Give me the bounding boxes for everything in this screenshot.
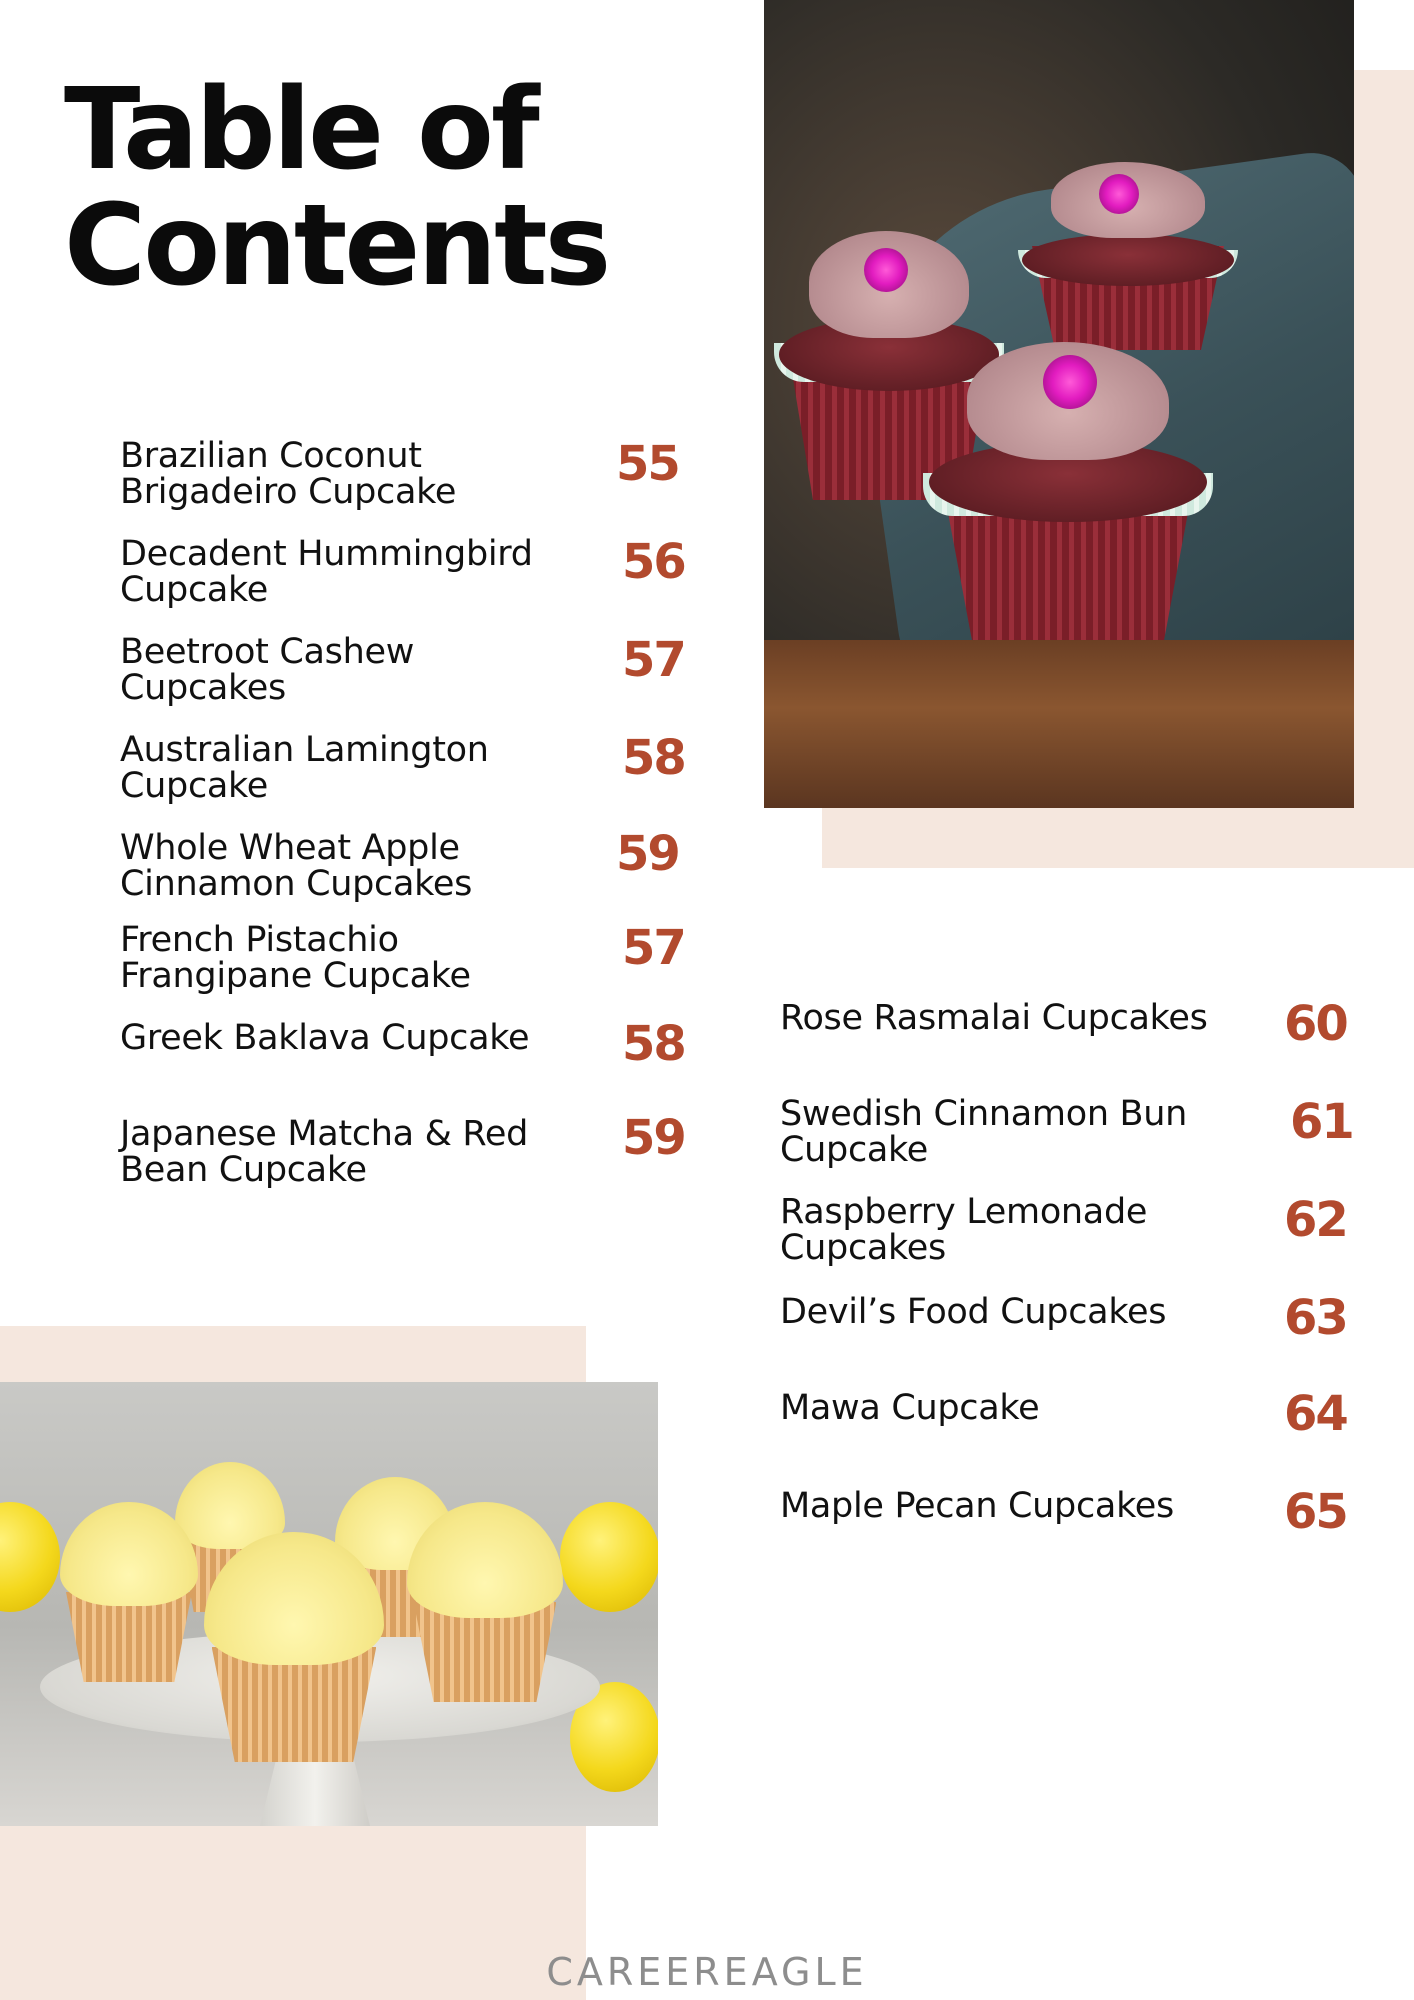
lemon-right (560, 1502, 658, 1612)
toc-entry[interactable] (120, 634, 414, 706)
toc-entry-page: 64 (1284, 1386, 1347, 1442)
toc-entry-title-line: Bean Cupcake (120, 1150, 367, 1190)
toc-entry-page: 59 (622, 1110, 685, 1166)
toc-entry-title-line: Maple Pecan Cupcakes (780, 1486, 1174, 1526)
toc-entry-title-line: Australian Lamington (120, 730, 489, 770)
table-surface (764, 640, 1354, 808)
toc-entry[interactable] (120, 732, 489, 804)
lemon-cupcake (54, 1502, 204, 1682)
toc-entry-title (780, 1488, 1174, 1524)
toc-entry-title-line: Japanese Matcha & Red (120, 1114, 529, 1154)
toc-entry-title-line: Brazilian Coconut (120, 436, 422, 476)
toc-entry-title (120, 1020, 529, 1056)
toc-entry-title (120, 1116, 528, 1188)
toc-entry[interactable] (120, 830, 472, 902)
toc-entry-page: 61 (1290, 1094, 1353, 1150)
toc-entry-title (780, 1294, 1166, 1330)
toc-entry-title-line: Cupcake (780, 1130, 928, 1170)
toc-entry[interactable] (120, 1020, 529, 1056)
toc-entry-page: 58 (622, 1016, 685, 1072)
toc-entry-title (120, 732, 489, 804)
toc-entry[interactable] (120, 536, 533, 608)
toc-entry-title-line: Cinnamon Cupcakes (120, 864, 473, 904)
toc-entry-title-line: Decadent Hummingbird (120, 534, 533, 574)
toc-entry-title (780, 1194, 1147, 1266)
toc-entry[interactable] (780, 1096, 1187, 1168)
toc-entry-title-line: Swedish Cinnamon Bun (780, 1094, 1188, 1134)
toc-entry-title (120, 830, 472, 902)
toc-entry-title-line: Brigadeiro Cupcake (120, 472, 457, 512)
toc-entry-page: 63 (1284, 1290, 1347, 1346)
toc-entry-title-line: Cupcakes (780, 1228, 946, 1268)
lemon-cupcake (400, 1502, 570, 1702)
toc-entry[interactable] (120, 438, 456, 510)
toc-entry-title (120, 438, 456, 510)
toc-entry-title-line: Frangipane Cupcake (120, 956, 471, 996)
toc-entry-title (120, 536, 533, 608)
toc-entry-title (780, 1390, 1039, 1426)
toc-entry-page: 60 (1284, 996, 1347, 1052)
toc-entry-page: 57 (622, 920, 685, 976)
toc-entry-title-line: Devil’s Food Cupcakes (780, 1292, 1167, 1332)
title-line-2: Contents (64, 181, 609, 311)
toc-entry[interactable] (780, 1194, 1147, 1266)
toc-entry-page: 59 (616, 826, 679, 882)
toc-entry-title (780, 1000, 1208, 1036)
lemon-cupcakes-photo (0, 1382, 658, 1826)
toc-entry-title-line: Rose Rasmalai Cupcakes (780, 998, 1208, 1038)
toc-entry-title-line: Whole Wheat Apple (120, 828, 460, 868)
toc-entry-page: 56 (622, 534, 685, 590)
cupcake-front (910, 330, 1226, 640)
toc-entry-page: 65 (1284, 1484, 1347, 1540)
toc-entry-title-line: Greek Baklava Cupcake (120, 1018, 530, 1058)
toc-entry-title (120, 634, 414, 706)
toc-entry-title (780, 1096, 1187, 1168)
toc-entry[interactable] (780, 1000, 1208, 1036)
lemon-cupcake (196, 1532, 392, 1762)
brand-logo-text: CAREEREAGLE (546, 1950, 868, 1994)
cupcake-back (1008, 150, 1248, 350)
toc-entry[interactable] (780, 1390, 1039, 1426)
toc-entry-page: 57 (622, 632, 685, 688)
toc-entry-title-line: Cupcake (120, 570, 268, 610)
toc-entry[interactable] (120, 922, 471, 994)
toc-entry[interactable] (120, 1116, 528, 1188)
lemon-left (0, 1502, 60, 1612)
toc-entry-title-line: Cupcake (120, 766, 268, 806)
page-title (64, 65, 704, 311)
toc-entry-title (120, 922, 471, 994)
toc-entry-title-line: Raspberry Lemonade (780, 1192, 1148, 1232)
toc-entry-page: 58 (622, 730, 685, 786)
red-velvet-cupcakes-photo (764, 0, 1354, 808)
toc-entry-title-line: Mawa Cupcake (780, 1388, 1040, 1428)
toc-entry[interactable] (780, 1294, 1166, 1330)
title-line-1: Table of (64, 65, 537, 195)
toc-entry-title-line: French Pistachio (120, 920, 399, 960)
toc-entry-title-line: Beetroot Cashew (120, 632, 415, 672)
toc-entry-page: 62 (1284, 1192, 1347, 1248)
toc-entry[interactable] (780, 1488, 1174, 1524)
toc-entry-page: 55 (616, 436, 679, 492)
toc-entry-title-line: Cupcakes (120, 668, 286, 708)
